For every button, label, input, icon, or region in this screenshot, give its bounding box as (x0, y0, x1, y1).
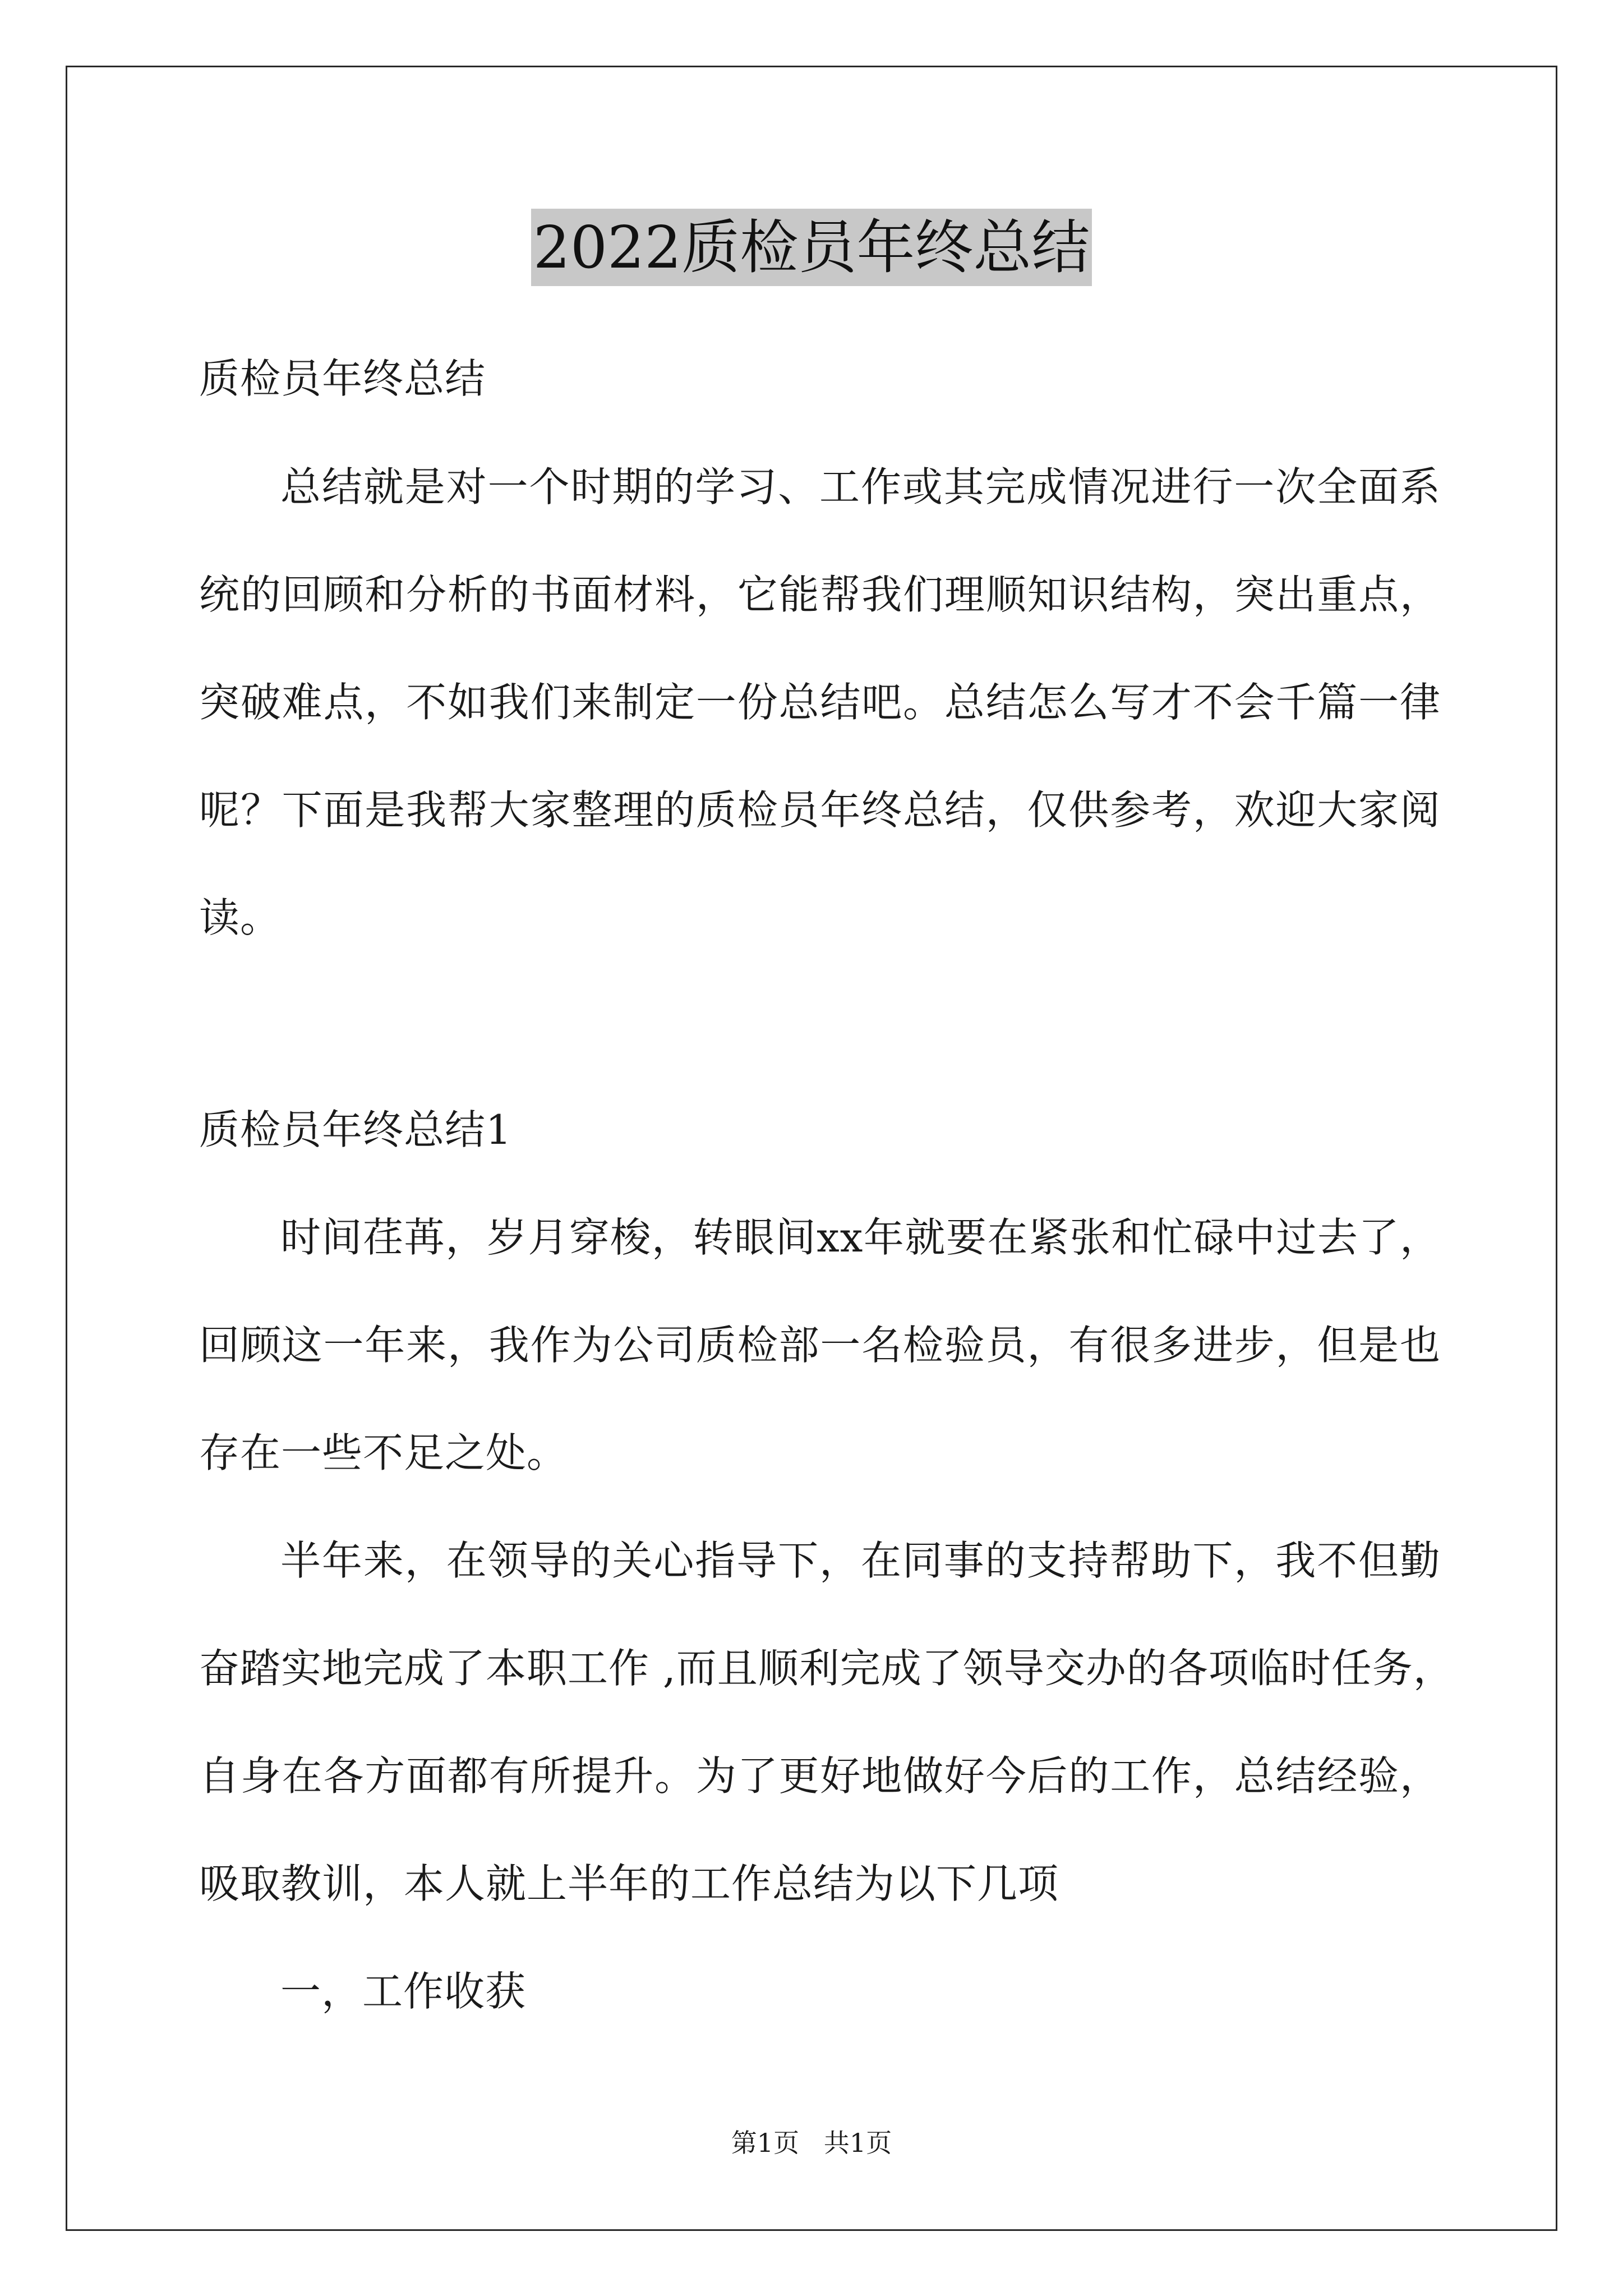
intro-line-5: 读。 (199, 894, 282, 941)
section-para2-line-1: 半年来，在领导的关心指导下，在同事的支持帮助下，我不但勤 (280, 1537, 1441, 1584)
intro-line-2: 统的回顾和分析的书面材料，它能帮我们理顺知识结构，突出重点， (199, 571, 1441, 618)
title-container (0, 209, 1623, 286)
intro-line-3: 突破难点，不如我们来制定一份总结吧。总结怎么写才不会千篇一律 (199, 679, 1441, 726)
intro-heading: 质检员年终总结 (199, 355, 486, 402)
section-para1-line-2: 回顾这一年来，我作为公司质检部一名检验员，有很多进步，但是也 (199, 1322, 1441, 1369)
section-para2-line-4: 吸取教训，本人就上半年的工作总结为以下几项 (199, 1860, 1059, 1907)
subheading-work-gains: 一，工作收获 (280, 1968, 527, 2015)
section-para2-line-2: 奋踏实地完成了本职工作 ,而且顺利完成了领导交办的各项临时任务， (199, 1645, 1454, 1692)
section-para1-line-3: 存在一些不足之处。 (199, 1429, 568, 1476)
intro-line-4: 呢？下面是我帮大家整理的质检员年终总结，仅供参考，欢迎大家阅 (199, 786, 1441, 834)
section-heading: 质检员年终总结1 (199, 1106, 512, 1153)
section-para1-line-1: 时间荏苒，岁月穿梭，转眼间xx年就要在紧张和忙碌中过去了， (280, 1214, 1441, 1261)
document-title: 2022质检员年终总结 (531, 209, 1092, 286)
section-para2-line-3: 自身在各方面都有所提升。为了更好地做好今后的工作，总结经验， (199, 1752, 1441, 1800)
page-footer: 第1页 共1页 (731, 2128, 892, 2158)
intro-line-1: 总结就是对一个时期的学习、工作或其完成情况进行一次全面系 (280, 463, 1441, 510)
